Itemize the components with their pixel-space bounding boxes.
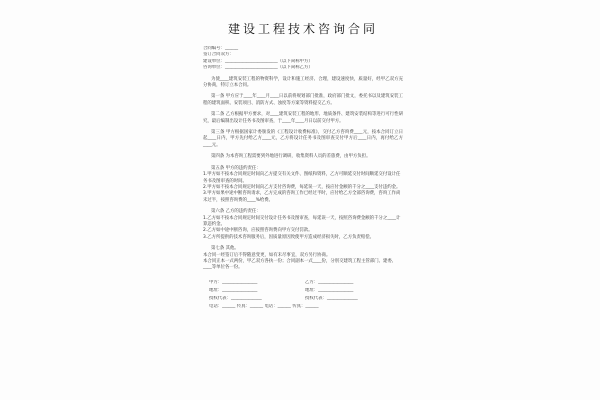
article-1: 第一条 甲方应于____年____月____日以前将规划部门批准，政府部门批文，委托书以及建筑安装工程的建筑面积、安装项目、消防方式、浊度等方案等资料提交乙方。 [203,94,403,106]
article-5-title: 第五条 甲方的违约责任： [211,165,261,171]
article-6-item: 2.乙方如中途中断咨询，应按照咨询费向甲方交付罚款。 [203,228,313,234]
signature-address-b: 地址：________________ [305,287,354,293]
signature-rep-b: 授权代表：______________ [305,295,358,301]
party-b-line: 咨询单位：________________________（以下简称乙方） [203,65,313,71]
intro-paragraph: 为使____建筑安装工程的物资科学，设计和施工经济、合理，建设速度快，质量好，经甲乙双方充分协商，特订立本合同。 [203,76,403,89]
article-6-item: 1.乙方如不按本合同规定时间交付设计任务书及图审查，每延误一天，按照咨询费金额的千分之____计算违约金。 [203,215,401,227]
signature-contact-line: 电话：______ 传真：______ 电话：______ 传真：______ [209,303,319,309]
article-5-item: 3.甲方如果中途中断咨询请求，乙方完成的咨询工作已经过半时，应付给乙方全部咨询费，咨询工作尚未过半，按照咨询费的____%给费。 [203,191,401,203]
article-4: 第四条 为本咨询工程需要到外地进行调研，收集资料人员的差旅费，由甲方负担。 [211,154,371,160]
article-7-item: 本合同一经签订后不得随意变更，如有未尽事宜，双方另行协商。 [203,252,331,258]
article-2: 第二条 乙方根据甲方要求，对____建筑安装工程的地形、地质条件、建筑安装结构等进行可行性研究，最后编制出设计任务书及图审查，于____年____月日以前交付甲方。 [203,112,403,124]
parties-label: 签订合同双方： [203,52,234,58]
document-title: 建设工程技术咨询合同 [227,22,378,36]
article-6-item: 3.乙方所提供的技术咨询服务后，因质量原因致使甲方造成经济损失时，乙方负责赔偿。 [203,234,375,240]
party-a-line: 建设单位：________________________（以下简称甲方） [203,58,313,64]
article-5-item: 1.甲方如不按本合同规定时间向乙方提交有关文件、图纸和资料，乙方可顺延交付时间顺延交付设计任务书及图审查的时间。 [203,172,401,184]
signature-party-a: 甲方：________________ [209,279,258,285]
article-3: 第三条 甲方根据国家计委颁发的《工程设计收费标准》，交付乙方咨询费____元，按本合同订立日起____日内，甲方先付给乙方____元，乙方将设计任务书及图审查交付甲方后____日内，再付给乙方____元。 [203,130,403,148]
article-7-title: 第七条 其他。 [211,246,239,252]
article-5-item: 2.甲方如不按本合同规定时间向乙方支付咨询费，每延误一天，按应付金额的千分之____支付违约金。 [203,184,401,190]
article-6-title: 第六条 乙方的违约责任： [211,209,261,215]
signature-address-a: 地址：________________ [209,287,258,293]
contract-document [203,18,403,310]
contract-number-line: 合同编号：______ [203,46,239,51]
article-7-item: 本合同正本一式两份，甲乙双方各执一份；合同副本一式____份，分别交建筑工程主管部门、建委、____等单位各一份。 [203,258,397,271]
signature-block [203,280,403,310]
signature-rep-a: 授权代表：______________ [209,295,262,301]
signature-party-b: 乙方：________________ [305,279,354,285]
